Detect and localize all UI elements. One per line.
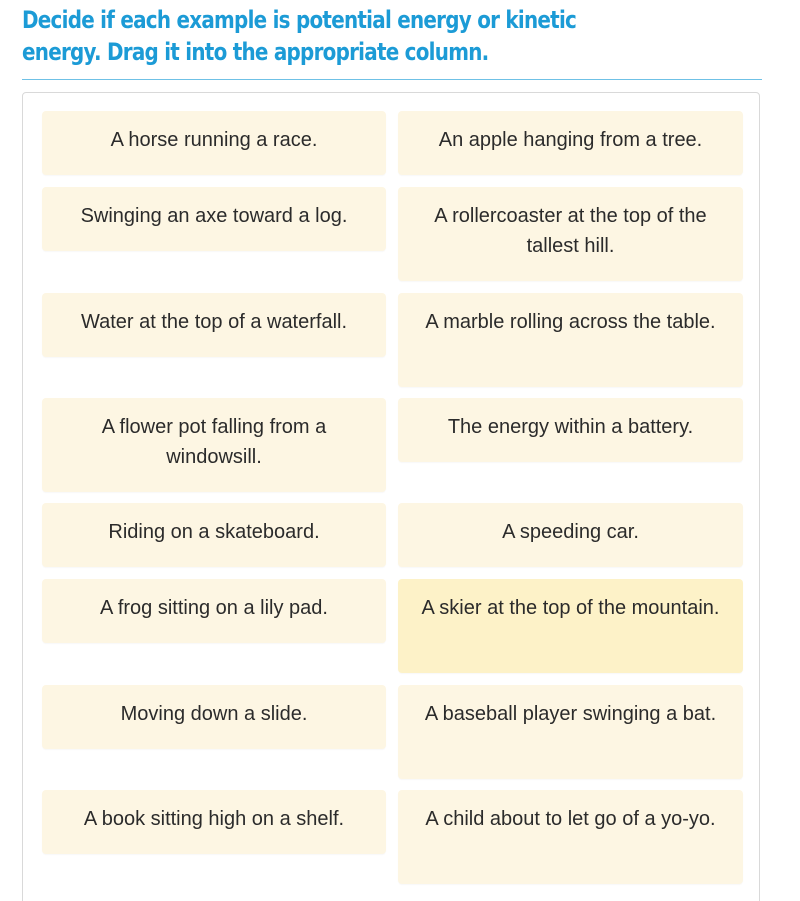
draggable-card[interactable]: Swinging an axe toward a log.	[42, 187, 386, 251]
draggable-card[interactable]: A child about to let go of a yo-yo.	[398, 790, 743, 884]
draggable-card[interactable]: A flower pot falling from a windowsill.	[42, 398, 386, 492]
draggable-card[interactable]: A marble rolling across the table.	[398, 293, 743, 387]
draggable-card[interactable]: A speeding car.	[398, 503, 743, 567]
draggable-card[interactable]: Moving down a slide.	[42, 685, 386, 749]
draggable-card[interactable]: A baseball player swinging a bat.	[398, 685, 743, 779]
instructions-heading: Decide if each example is potential energy or kinetic energy. Drag it into the appropriate column.	[22, 6, 577, 66]
draggable-card[interactable]: An apple hanging from a tree.	[398, 111, 743, 175]
draggable-card[interactable]: A frog sitting on a lily pad.	[42, 579, 386, 643]
draggable-card[interactable]: Riding on a skateboard.	[42, 503, 386, 567]
draggable-card[interactable]: A book sitting high on a shelf.	[42, 790, 386, 854]
draggable-card[interactable]: Water at the top of a waterfall.	[42, 293, 386, 357]
draggable-card-hovered[interactable]: A skier at the top of the mountain.	[398, 579, 743, 673]
draggable-card[interactable]: The energy within a battery.	[398, 398, 743, 462]
heading-divider	[22, 79, 762, 80]
draggable-card[interactable]: A horse running a race.	[42, 111, 386, 175]
draggable-card[interactable]: A rollercoaster at the top of the tallest hill.	[398, 187, 743, 281]
